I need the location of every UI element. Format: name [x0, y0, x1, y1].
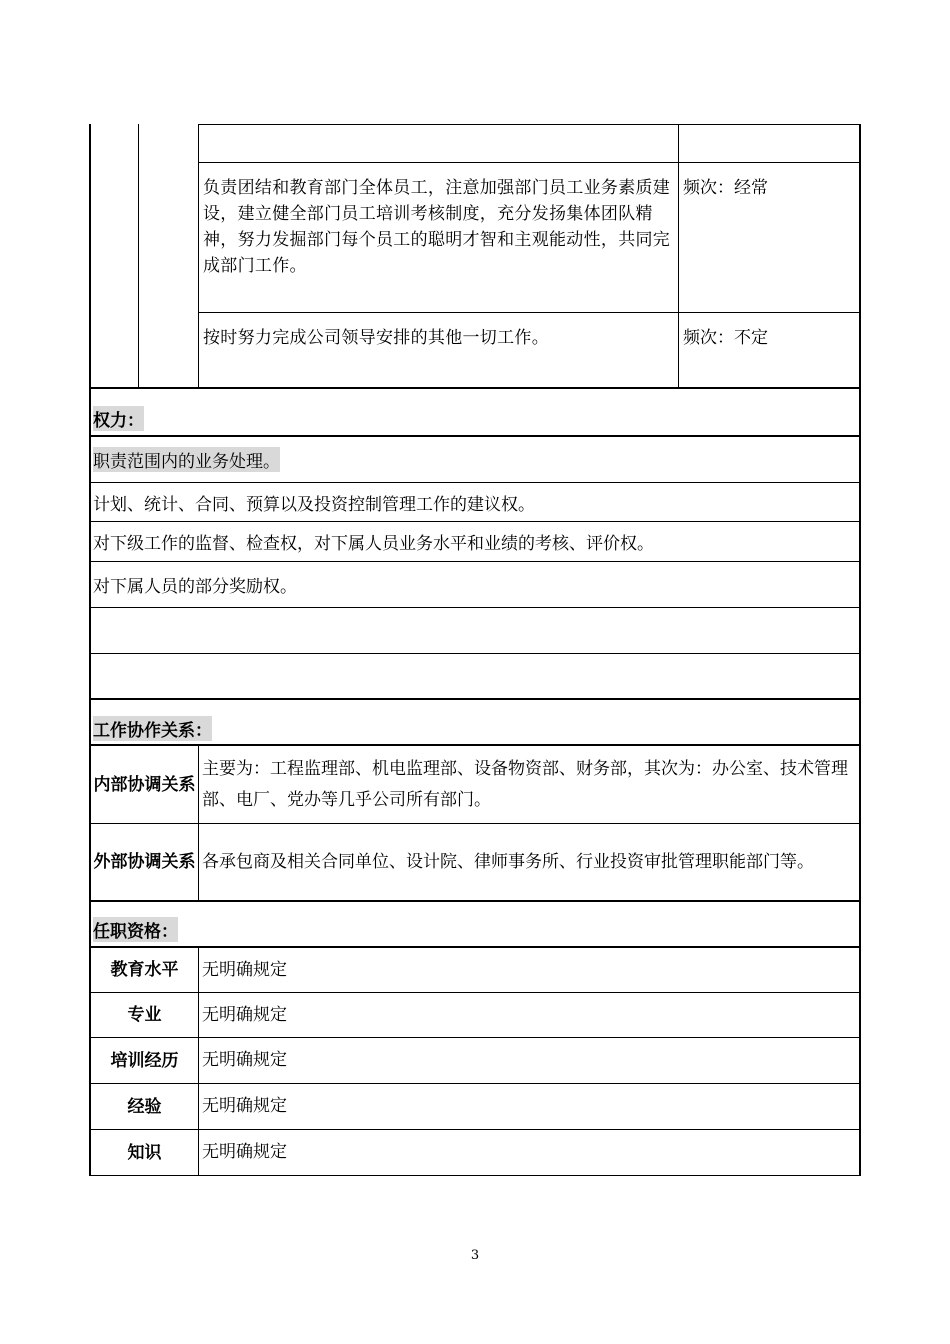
qualifications-title: 任职资格： — [93, 917, 178, 942]
row-value: 无明确规定 — [202, 1142, 287, 1162]
power-item: 对下级工作的监督、检查权，对下属人员业务水平和业绩的考核、评价权。 — [93, 534, 654, 554]
row-value: 无明确规定 — [202, 959, 287, 980]
row-label: 专业 — [91, 993, 199, 1037]
row-value: 无明确规定 — [202, 1050, 287, 1070]
table-row — [91, 1084, 859, 1130]
duty-frequency: 频次：不定 — [683, 328, 768, 348]
row-label: 教育水平 — [91, 948, 199, 992]
cooperation-section — [89, 698, 861, 900]
duty-text: 按时努力完成公司领导安排的其他一切工作。 — [203, 328, 549, 348]
powers-title: 权力： — [93, 406, 144, 431]
row-value: 无明确规定 — [202, 1096, 287, 1116]
section-header — [91, 900, 859, 948]
column-divider — [198, 124, 199, 387]
row-divider — [199, 162, 859, 163]
section-header — [91, 698, 859, 746]
duty-text: 负责团结和教育部门全体员工，注意加强部门员工业务素质建设，建立健全部门员工培训考核制度，充分发扬集体团队精神，努力发掘部门每个员工的聪明才智和主观能动性，共同完成部门工作。 — [203, 178, 671, 276]
table-row — [91, 1038, 859, 1084]
table-row — [91, 1130, 859, 1175]
duty-frequency: 频次：经常 — [683, 178, 768, 198]
row-divider — [199, 124, 859, 125]
column-divider — [138, 124, 139, 387]
row-label: 经验 — [91, 1084, 199, 1129]
list-item — [91, 608, 859, 654]
list-item — [91, 483, 859, 522]
page-number: 3 — [470, 1248, 480, 1263]
duties-table — [89, 124, 861, 389]
section-header — [91, 387, 859, 437]
power-item: 对下属人员的部分奖励权。 — [93, 577, 297, 597]
row-label: 外部协调关系 — [91, 824, 199, 900]
list-item — [91, 437, 859, 483]
row-label: 培训经历 — [91, 1038, 199, 1083]
qualifications-section — [89, 900, 861, 1176]
table-row — [91, 746, 859, 824]
table-row — [91, 993, 859, 1038]
row-value: 主要为：工程监理部、机电监理部、设备物资部、财务部，其次为：办公室、技术管理部、电厂、党办等几乎公司所有部门。 — [202, 758, 848, 810]
power-item: 计划、统计、合同、预算以及投资控制管理工作的建议权。 — [93, 494, 535, 515]
list-item — [91, 522, 859, 562]
row-label: 知识 — [91, 1130, 199, 1175]
table-row — [91, 824, 859, 900]
row-label: 内部协调关系 — [91, 746, 199, 823]
list-item — [91, 654, 859, 700]
list-item — [91, 562, 859, 608]
power-item: 职责范围内的业务处理。 — [93, 447, 280, 472]
cooperation-title: 工作协作关系： — [93, 716, 212, 741]
column-divider — [678, 124, 679, 387]
powers-section — [89, 387, 861, 700]
table-row — [91, 948, 859, 993]
row-divider — [199, 312, 859, 313]
row-value: 无明确规定 — [202, 1004, 287, 1025]
row-value: 各承包商及相关合同单位、设计院、律师事务所、行业投资审批管理职能部门等。 — [202, 851, 814, 872]
